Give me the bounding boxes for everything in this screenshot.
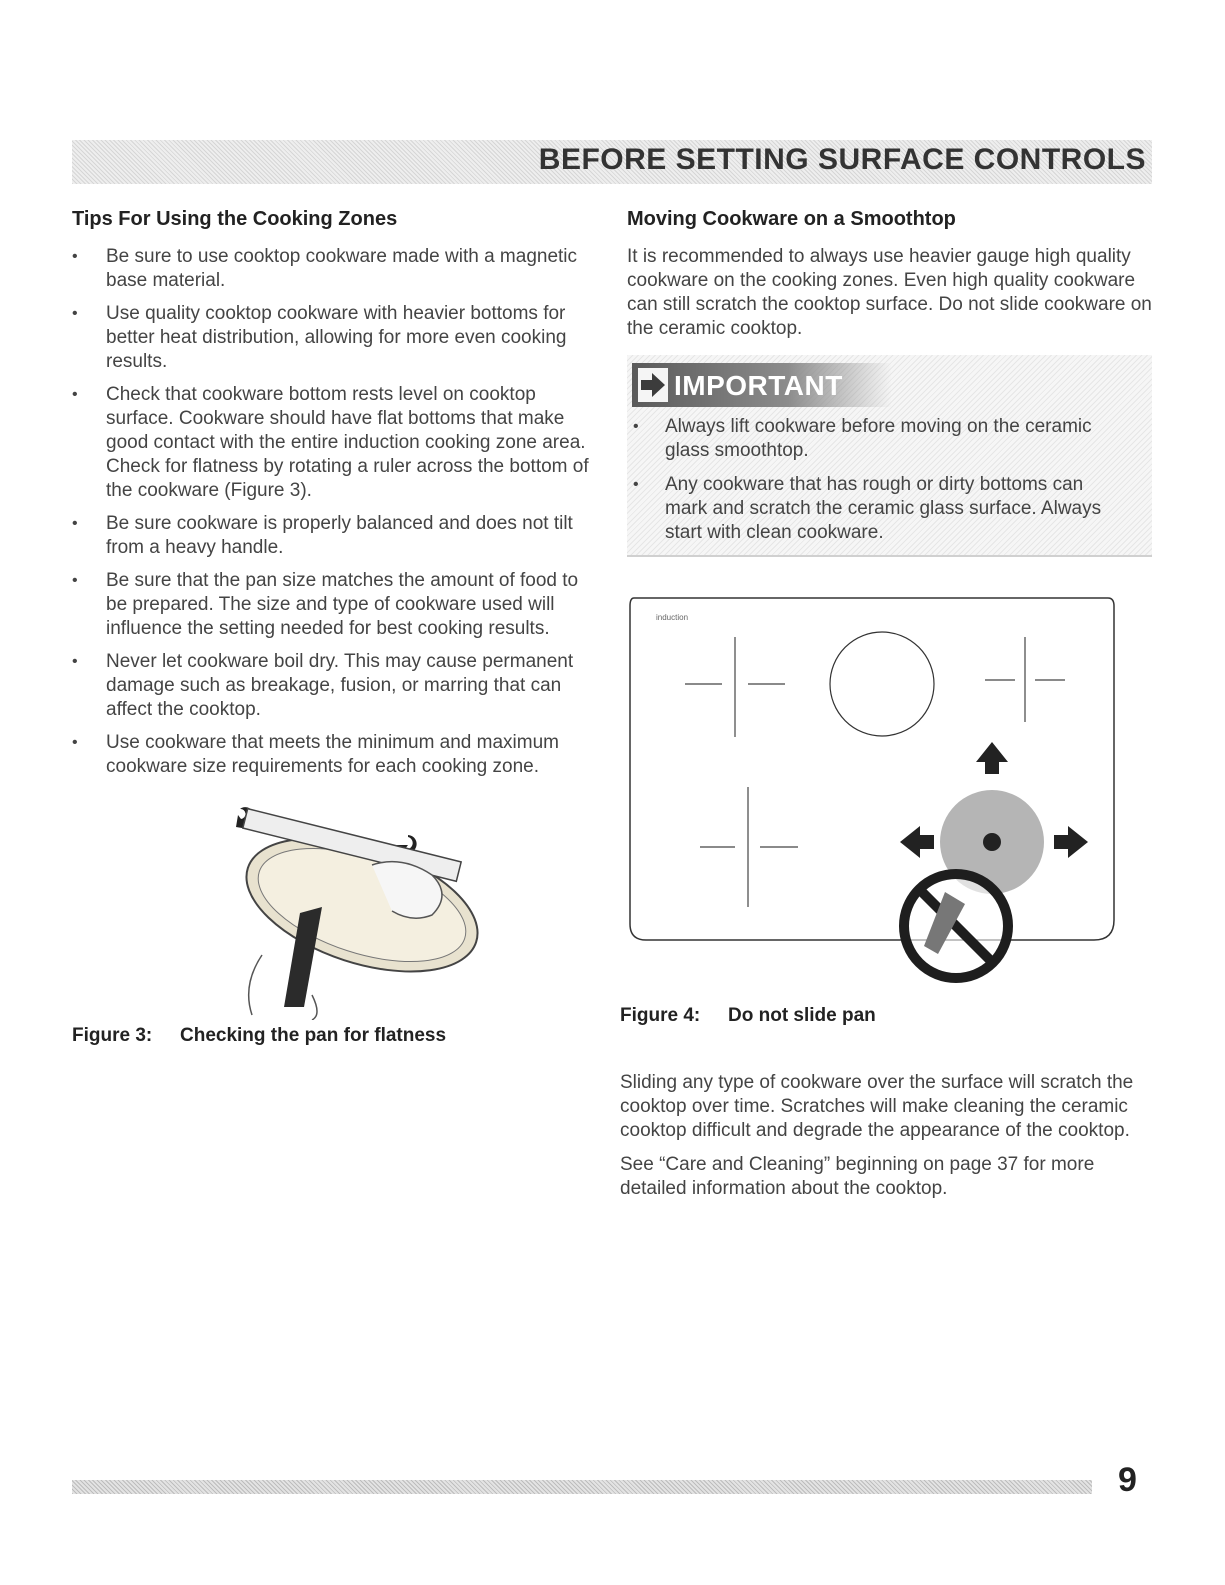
figure-3 xyxy=(72,795,592,1047)
tip-item: • Be sure to use cooktop cookware made with a magnetic base material. xyxy=(72,245,592,293)
figure-3-caption xyxy=(72,1025,592,1047)
important-item: • Always lift cookware before moving on the ceramic glass smoothtop. xyxy=(627,415,1127,463)
figure-number: Figure 3: xyxy=(72,1025,153,1046)
induction-logo: induction xyxy=(656,613,689,622)
sliding-paragraph: Sliding any type of cookware over the surface will scratch the cooktop over time. Scratches will make cleaning the ceramic cooktop difficult and degrade the appearance of the cooktop. xyxy=(620,1072,1134,1141)
tip-item: • Use quality cooktop cookware with heavier bottoms for better heat distribution, allowing for more even cooking results. xyxy=(72,302,592,374)
tip-item: • Be sure cookware is properly balanced and does not tilt from a heavy handle. xyxy=(72,512,592,560)
important-list xyxy=(627,415,1127,555)
left-column xyxy=(72,208,592,788)
important-banner xyxy=(632,363,892,407)
tip-item: • Be sure that the pan size matches the amount of food to be prepared. The size and type of cookware used will influence the setting needed for best cooking results. xyxy=(72,569,592,641)
tips-heading: Tips For Using the Cooking Zones xyxy=(72,208,398,230)
important-notice xyxy=(627,355,1152,557)
tip-item: • Use cookware that meets the minimum and maximum cookware size requirements for each cooking zone. xyxy=(72,731,592,779)
figure-4-caption xyxy=(620,1005,1120,1027)
tip-item: • Check that cookware bottom rests level on cooktop surface. Cookware should have flat bottoms that make good contact with the entire induction cooking zone area. Check for flatness by rotating a ruler across the bottom of the cookware (Figure 3). xyxy=(72,383,592,503)
figure-title: Checking the pan for flatness xyxy=(180,1025,447,1046)
footer-bar xyxy=(72,1480,1092,1494)
pan-flatness-illustration xyxy=(72,795,592,1020)
arrow-right-icon xyxy=(638,368,668,402)
figure-number: Figure 4: xyxy=(620,1005,701,1026)
figure-4 xyxy=(620,592,1120,1027)
section-header-bar xyxy=(72,140,1152,184)
moving-cookware-heading: Moving Cookware on a Smoothtop xyxy=(627,208,956,230)
prohibited-icon xyxy=(904,874,1008,978)
care-cleaning-reference: See “Care and Cleaning” beginning on page 37 for more detailed information about the cooktop. xyxy=(620,1154,1095,1199)
page-number: 9 xyxy=(1118,1461,1137,1499)
moving-cookware-intro: It is recommended to always use heavier gauge high quality cookware on the cooking zones. Even high quality cookware can still scratch the cooktop surface. Do not slide cookware on the ceramic cooktop. xyxy=(627,246,1152,339)
important-item: • Any cookware that has rough or dirty bottoms can mark and scratch the ceramic glass surface. Always start with clean cookware. xyxy=(627,473,1127,545)
page-section-title: BEFORE SETTING SURFACE CONTROLS xyxy=(538,143,1146,176)
tip-item: • Never let cookware boil dry. This may cause permanent damage such as breakage, fusion, or marring that can affect the cooktop. xyxy=(72,650,592,722)
figure-title: Do not slide pan xyxy=(728,1005,876,1026)
tips-list xyxy=(72,245,592,779)
do-not-slide-illustration xyxy=(620,592,1120,992)
right-column xyxy=(627,208,1152,557)
important-title: IMPORTANT xyxy=(674,370,843,401)
sliding-warning-text xyxy=(620,1071,1140,1211)
